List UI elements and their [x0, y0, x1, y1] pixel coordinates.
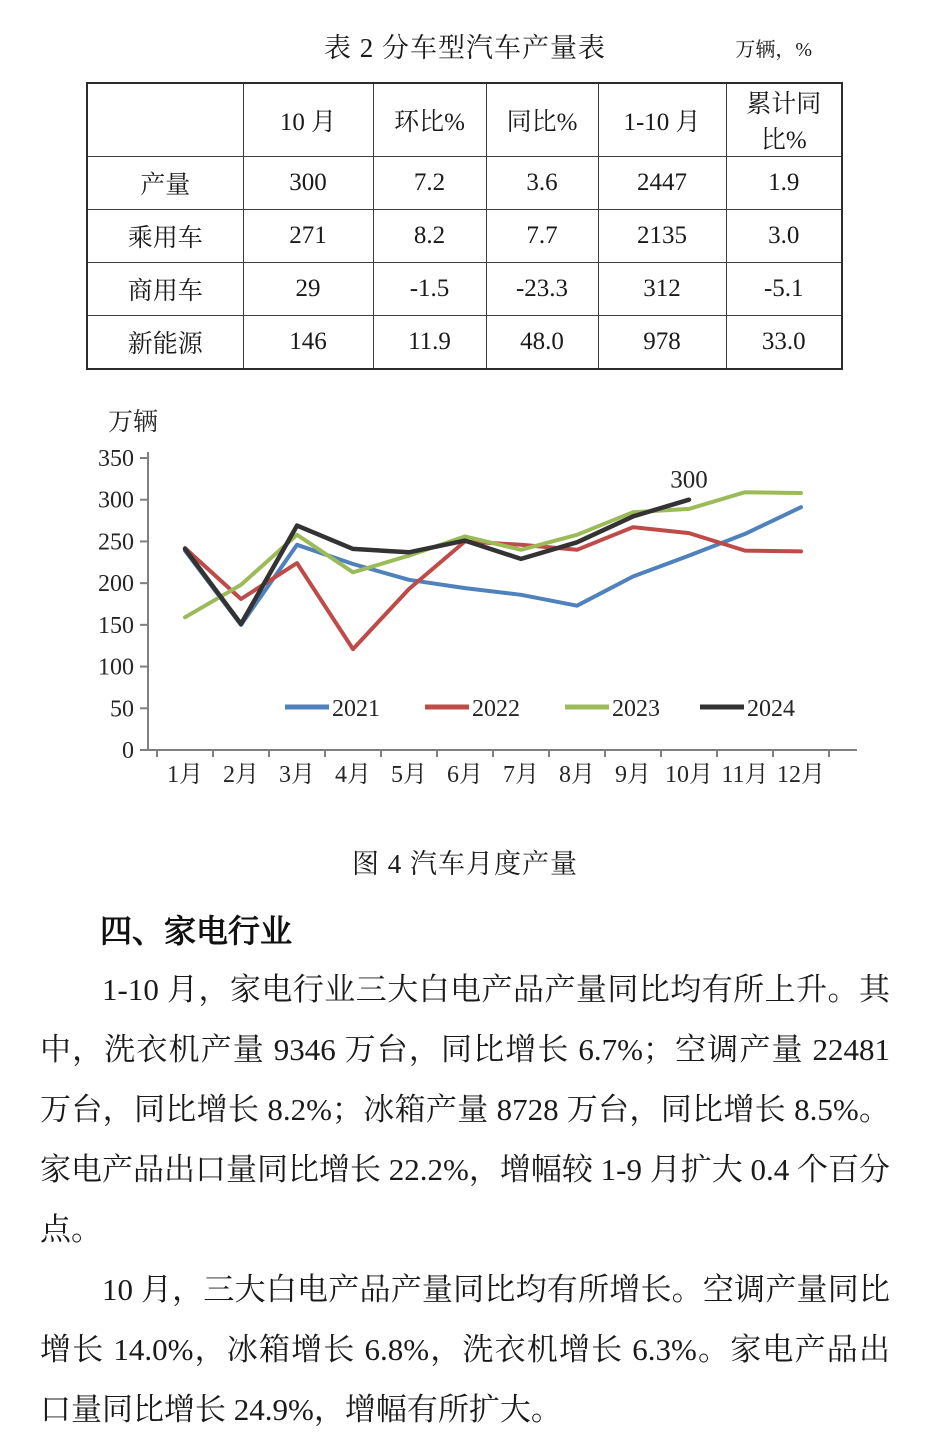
- table-row: [87, 210, 842, 263]
- table-cell: -1.5: [373, 263, 486, 316]
- table-row: [87, 263, 842, 316]
- data-label-annotation: 300: [670, 466, 708, 494]
- x-tick-label-11月: 11月: [721, 762, 769, 788]
- body-paragraph-2: 10 月，三大白电产品产量同比均有所增长。空调产量同比增长 14.0%，冰箱增长 6.8%，洗衣机增长 6.3%。家电产品出口量同比增长 24.9%，增幅有所扩大。: [40, 1272, 890, 1427]
- legend-label-2022: 2022: [472, 696, 520, 722]
- x-tick-label-3月: 3月: [279, 762, 315, 788]
- row-label: 产量: [87, 157, 243, 210]
- table-title: 表 2 分车型汽车产量表: [324, 33, 606, 63]
- table-head: [87, 83, 842, 157]
- x-tick-label-12月: 12月: [777, 762, 825, 788]
- chart-area: [0, 400, 930, 800]
- table-cell: 300: [243, 157, 373, 210]
- column-header: 10 月: [243, 83, 373, 157]
- monthly-production-chart: [0, 400, 930, 800]
- body-paragraph-1: 1-10 月，家电行业三大白电产品产量同比均有所上升。其中，洗衣机产量 9346 万台，同比增长 6.7%；空调产量 22481 万台，同比增长 8.2%；冰箱产量 8728 万台，同比增长 8.5%。家电产品出口量同比增长 22.2%，增幅较 1-9 月扩大 0.4 个百分点。: [40, 972, 890, 1247]
- row-label: 新能源: [87, 316, 243, 369]
- vehicle-production-table: [86, 82, 843, 370]
- table-cell: 2135: [598, 210, 726, 263]
- y-tick-label-150: 150: [98, 612, 134, 639]
- table-row: [87, 157, 842, 210]
- corner-cell: [87, 83, 243, 157]
- table-cell: 48.0: [486, 316, 598, 369]
- x-tick-label-8月: 8月: [559, 762, 595, 788]
- column-header: 1-10 月: [598, 83, 726, 157]
- series-line-2022: [185, 527, 801, 649]
- column-header: 环比%: [373, 83, 486, 157]
- x-tick-label-2月: 2月: [223, 762, 259, 788]
- table-header-cells: [87, 83, 842, 157]
- x-tick-label-7月: 7月: [503, 762, 539, 788]
- y-tick-label-100: 100: [98, 654, 134, 681]
- x-tick-label-4月: 4月: [335, 762, 371, 788]
- x-tick-label-9月: 9月: [615, 762, 651, 788]
- y-tick-label-200: 200: [98, 571, 134, 598]
- table-cell: 146: [243, 316, 373, 369]
- table-cell: 8.2: [373, 210, 486, 263]
- section-heading: 四、家电行业: [100, 913, 293, 949]
- table-cell: 312: [598, 263, 726, 316]
- legend-label-2023: 2023: [612, 696, 660, 722]
- column-header: 累计同比%: [726, 83, 842, 157]
- table-cell: 7.2: [373, 157, 486, 210]
- y-tick-label-250: 250: [98, 529, 134, 556]
- y-tick-label-50: 50: [110, 696, 134, 723]
- table-header-row: [0, 26, 930, 62]
- series-line-2021: [185, 507, 801, 625]
- row-label: 商用车: [87, 263, 243, 316]
- table-cell: -5.1: [726, 263, 842, 316]
- y-axis-title: 万辆: [108, 409, 159, 436]
- table-cell: -23.3: [486, 263, 598, 316]
- table-cell: 978: [598, 316, 726, 369]
- series-line-2023: [185, 492, 801, 617]
- column-header: 同比%: [486, 83, 598, 157]
- y-tick-label-0: 0: [122, 738, 134, 764]
- table-cell: 11.9: [373, 316, 486, 369]
- table-cell: 1.9: [726, 157, 842, 210]
- table-row: [87, 316, 842, 369]
- table-cell: 33.0: [726, 316, 842, 369]
- row-label: 乘用车: [87, 210, 243, 263]
- table-cell: 3.0: [726, 210, 842, 263]
- x-tick-label-6月: 6月: [447, 762, 483, 788]
- body-text: [40, 960, 890, 1440]
- legend-label-2024: 2024: [747, 696, 795, 722]
- figure-caption: 图 4 汽车月度产量: [352, 849, 578, 879]
- table-unit-label: 万辆，%: [735, 39, 812, 61]
- x-tick-label-5月: 5月: [391, 762, 427, 788]
- table-cell: 2447: [598, 157, 726, 210]
- table-cell: 3.6: [486, 157, 598, 210]
- table-cell: 271: [243, 210, 373, 263]
- x-tick-label-1月: 1月: [167, 762, 203, 788]
- table-cell: 29: [243, 263, 373, 316]
- x-tick-label-10月: 10月: [665, 762, 713, 788]
- table-cell: 7.7: [486, 210, 598, 263]
- y-tick-label-350: 350: [98, 446, 134, 472]
- legend-label-2021: 2021: [332, 696, 380, 722]
- table-body: [87, 157, 842, 369]
- y-tick-label-300: 300: [98, 487, 134, 514]
